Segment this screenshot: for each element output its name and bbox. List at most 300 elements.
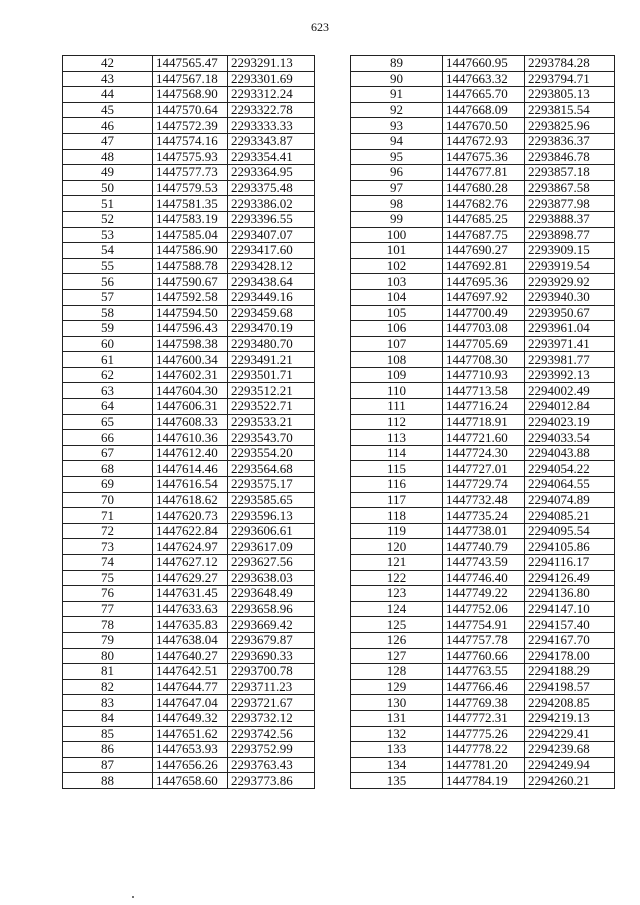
y-coordinate-cell: 2293428.12 — [228, 258, 315, 274]
table-row — [351, 352, 615, 368]
x-coordinate-cell: 1447622.84 — [153, 523, 228, 539]
x-coordinate-cell: 1447749.22 — [443, 586, 525, 602]
table-row — [351, 180, 615, 196]
table-row — [63, 617, 315, 633]
table-row — [351, 461, 615, 477]
x-coordinate-cell: 1447656.26 — [153, 757, 228, 773]
point-number-cell: 68 — [63, 461, 153, 477]
point-number-cell: 84 — [63, 710, 153, 726]
point-number-cell: 46 — [63, 118, 153, 134]
table-row — [63, 695, 315, 711]
table-row — [351, 149, 615, 165]
y-coordinate-cell: 2293929.92 — [525, 274, 615, 290]
point-number-cell: 60 — [63, 336, 153, 352]
point-number-cell: 80 — [63, 648, 153, 664]
point-number-cell: 116 — [351, 477, 443, 493]
y-coordinate-cell: 2293375.48 — [228, 180, 315, 196]
point-number-cell: 111 — [351, 399, 443, 415]
table-row — [351, 321, 615, 337]
y-coordinate-cell: 2294033.54 — [525, 430, 615, 446]
y-coordinate-cell: 2293491.21 — [228, 352, 315, 368]
y-coordinate-cell: 2293364.95 — [228, 165, 315, 181]
y-coordinate-cell: 2294002.49 — [525, 383, 615, 399]
point-number-cell: 69 — [63, 477, 153, 493]
y-coordinate-cell: 2293575.17 — [228, 477, 315, 493]
x-coordinate-cell: 1447677.81 — [443, 165, 525, 181]
x-coordinate-cell: 1447638.04 — [153, 632, 228, 648]
y-coordinate-cell: 2293301.69 — [228, 71, 315, 87]
x-coordinate-cell: 1447703.08 — [443, 321, 525, 337]
y-coordinate-cell: 2293543.70 — [228, 430, 315, 446]
table-row — [63, 539, 315, 555]
point-number-cell: 100 — [351, 227, 443, 243]
table-row — [63, 570, 315, 586]
table-row — [63, 461, 315, 477]
y-coordinate-cell: 2293449.16 — [228, 289, 315, 305]
point-number-cell: 81 — [63, 664, 153, 680]
table-row — [351, 133, 615, 149]
y-coordinate-cell: 2293763.43 — [228, 757, 315, 773]
point-number-cell: 92 — [351, 102, 443, 118]
table-row — [63, 414, 315, 430]
table-row — [63, 710, 315, 726]
point-number-cell: 91 — [351, 87, 443, 103]
x-coordinate-cell: 1447608.33 — [153, 414, 228, 430]
y-coordinate-cell: 2293638.03 — [228, 570, 315, 586]
point-number-cell: 127 — [351, 648, 443, 664]
x-coordinate-cell: 1447586.90 — [153, 243, 228, 259]
x-coordinate-cell: 1447585.04 — [153, 227, 228, 243]
point-number-cell: 131 — [351, 710, 443, 726]
y-coordinate-cell: 2293700.78 — [228, 664, 315, 680]
y-coordinate-cell: 2294054.22 — [525, 461, 615, 477]
table-row — [351, 508, 615, 524]
x-coordinate-cell: 1447581.35 — [153, 196, 228, 212]
x-coordinate-cell: 1447624.97 — [153, 539, 228, 555]
y-coordinate-cell: 2293480.70 — [228, 336, 315, 352]
x-coordinate-cell: 1447675.36 — [443, 149, 525, 165]
point-number-cell: 134 — [351, 757, 443, 773]
table-row — [351, 757, 615, 773]
table-row — [351, 570, 615, 586]
y-coordinate-cell: 2293658.96 — [228, 601, 315, 617]
point-number-cell: 123 — [351, 586, 443, 602]
point-number-cell: 50 — [63, 180, 153, 196]
table-row — [351, 71, 615, 87]
point-number-cell: 66 — [63, 430, 153, 446]
y-coordinate-cell: 2293909.15 — [525, 243, 615, 259]
x-coordinate-cell: 1447631.45 — [153, 586, 228, 602]
y-coordinate-cell: 2293459.68 — [228, 305, 315, 321]
point-number-cell: 106 — [351, 321, 443, 337]
x-coordinate-cell: 1447616.54 — [153, 477, 228, 493]
y-coordinate-cell: 2294012.84 — [525, 399, 615, 415]
x-coordinate-cell: 1447604.30 — [153, 383, 228, 399]
table-row — [351, 539, 615, 555]
table-row — [63, 508, 315, 524]
x-coordinate-cell: 1447575.93 — [153, 149, 228, 165]
table-row — [63, 56, 315, 72]
x-coordinate-cell: 1447600.34 — [153, 352, 228, 368]
x-coordinate-cell: 1447724.30 — [443, 445, 525, 461]
point-number-cell: 42 — [63, 56, 153, 72]
x-coordinate-cell: 1447697.92 — [443, 289, 525, 305]
table-row — [351, 477, 615, 493]
point-number-cell: 47 — [63, 133, 153, 149]
point-number-cell: 88 — [63, 773, 153, 789]
x-coordinate-cell: 1447772.31 — [443, 710, 525, 726]
x-coordinate-cell: 1447708.30 — [443, 352, 525, 368]
x-coordinate-cell: 1447579.53 — [153, 180, 228, 196]
x-coordinate-cell: 1447729.74 — [443, 477, 525, 493]
y-coordinate-cell: 2294239.68 — [525, 742, 615, 758]
y-coordinate-cell: 2293961.04 — [525, 321, 615, 337]
x-coordinate-cell: 1447718.91 — [443, 414, 525, 430]
y-coordinate-cell: 2293617.09 — [228, 539, 315, 555]
coordinates-table-left — [62, 55, 315, 789]
point-number-cell: 59 — [63, 321, 153, 337]
x-coordinate-cell: 1447760.66 — [443, 648, 525, 664]
y-coordinate-cell: 2293322.78 — [228, 102, 315, 118]
y-coordinate-cell: 2294064.55 — [525, 477, 615, 493]
x-coordinate-cell: 1447629.27 — [153, 570, 228, 586]
point-number-cell: 73 — [63, 539, 153, 555]
table-row — [351, 243, 615, 259]
point-number-cell: 90 — [351, 71, 443, 87]
table-row — [63, 445, 315, 461]
x-coordinate-cell: 1447690.27 — [443, 243, 525, 259]
x-coordinate-cell: 1447705.69 — [443, 336, 525, 352]
x-coordinate-cell: 1447670.50 — [443, 118, 525, 134]
table-row — [351, 196, 615, 212]
x-coordinate-cell: 1447570.64 — [153, 102, 228, 118]
point-number-cell: 82 — [63, 679, 153, 695]
x-coordinate-cell: 1447778.22 — [443, 742, 525, 758]
y-coordinate-cell: 2293354.41 — [228, 149, 315, 165]
x-coordinate-cell: 1447568.90 — [153, 87, 228, 103]
y-coordinate-cell: 2294126.49 — [525, 570, 615, 586]
x-coordinate-cell: 1447732.48 — [443, 492, 525, 508]
table-row — [63, 648, 315, 664]
table-row — [351, 586, 615, 602]
table-row — [63, 149, 315, 165]
table-row — [63, 367, 315, 383]
y-coordinate-cell: 2293940.30 — [525, 289, 615, 305]
point-number-cell: 126 — [351, 632, 443, 648]
point-number-cell: 94 — [351, 133, 443, 149]
table-row — [63, 477, 315, 493]
x-coordinate-cell: 1447644.77 — [153, 679, 228, 695]
point-number-cell: 98 — [351, 196, 443, 212]
table-row — [63, 523, 315, 539]
table-row — [351, 710, 615, 726]
y-coordinate-cell: 2293585.65 — [228, 492, 315, 508]
x-coordinate-cell: 1447682.76 — [443, 196, 525, 212]
table-row — [351, 617, 615, 633]
y-coordinate-cell: 2293564.68 — [228, 461, 315, 477]
table-row — [63, 258, 315, 274]
y-coordinate-cell: 2293417.60 — [228, 243, 315, 259]
y-coordinate-cell: 2293470.19 — [228, 321, 315, 337]
table-row — [351, 399, 615, 415]
table-row — [63, 492, 315, 508]
table-row — [63, 227, 315, 243]
y-coordinate-cell: 2294229.41 — [525, 726, 615, 742]
point-number-cell: 109 — [351, 367, 443, 383]
table-row — [63, 196, 315, 212]
point-number-cell: 113 — [351, 430, 443, 446]
y-coordinate-cell: 2293742.56 — [228, 726, 315, 742]
x-coordinate-cell: 1447658.60 — [153, 773, 228, 789]
table-row — [351, 102, 615, 118]
table-row — [63, 679, 315, 695]
y-coordinate-cell: 2293919.54 — [525, 258, 615, 274]
y-coordinate-cell: 2293554.20 — [228, 445, 315, 461]
table-row — [351, 414, 615, 430]
table-row — [351, 742, 615, 758]
y-coordinate-cell: 2294260.21 — [525, 773, 615, 789]
point-number-cell: 55 — [63, 258, 153, 274]
table-row — [63, 133, 315, 149]
point-number-cell: 72 — [63, 523, 153, 539]
table-row — [63, 383, 315, 399]
x-coordinate-cell: 1447781.20 — [443, 757, 525, 773]
y-coordinate-cell: 2294249.94 — [525, 757, 615, 773]
table-row — [351, 523, 615, 539]
table-row — [351, 632, 615, 648]
y-coordinate-cell: 2294198.57 — [525, 679, 615, 695]
y-coordinate-cell: 2293312.24 — [228, 87, 315, 103]
table-row — [351, 555, 615, 571]
table-row — [351, 492, 615, 508]
x-coordinate-cell: 1447727.01 — [443, 461, 525, 477]
y-coordinate-cell: 2293648.49 — [228, 586, 315, 602]
table-row — [63, 352, 315, 368]
y-coordinate-cell: 2293291.13 — [228, 56, 315, 72]
x-coordinate-cell: 1447635.83 — [153, 617, 228, 633]
point-number-cell: 64 — [63, 399, 153, 415]
y-coordinate-cell: 2293501.71 — [228, 367, 315, 383]
table-row — [351, 56, 615, 72]
x-coordinate-cell: 1447651.62 — [153, 726, 228, 742]
x-coordinate-cell: 1447567.18 — [153, 71, 228, 87]
point-number-cell: 67 — [63, 445, 153, 461]
x-coordinate-cell: 1447602.31 — [153, 367, 228, 383]
table-row — [63, 289, 315, 305]
y-coordinate-cell: 2294116.17 — [525, 555, 615, 571]
x-coordinate-cell: 1447565.47 — [153, 56, 228, 72]
point-number-cell: 96 — [351, 165, 443, 181]
point-number-cell: 49 — [63, 165, 153, 181]
x-coordinate-cell: 1447740.79 — [443, 539, 525, 555]
y-coordinate-cell: 2293773.86 — [228, 773, 315, 789]
y-coordinate-cell: 2294188.29 — [525, 664, 615, 680]
y-coordinate-cell: 2293888.37 — [525, 211, 615, 227]
x-coordinate-cell: 1447663.32 — [443, 71, 525, 87]
point-number-cell: 102 — [351, 258, 443, 274]
y-coordinate-cell: 2293732.12 — [228, 710, 315, 726]
point-number-cell: 130 — [351, 695, 443, 711]
x-coordinate-cell: 1447738.01 — [443, 523, 525, 539]
y-coordinate-cell: 2293981.77 — [525, 352, 615, 368]
y-coordinate-cell: 2293711.23 — [228, 679, 315, 695]
x-coordinate-cell: 1447710.93 — [443, 367, 525, 383]
table-row — [351, 601, 615, 617]
x-coordinate-cell: 1447577.73 — [153, 165, 228, 181]
x-coordinate-cell: 1447700.49 — [443, 305, 525, 321]
y-coordinate-cell: 2293857.18 — [525, 165, 615, 181]
x-coordinate-cell: 1447572.39 — [153, 118, 228, 134]
point-number-cell: 76 — [63, 586, 153, 602]
x-coordinate-cell: 1447672.93 — [443, 133, 525, 149]
y-coordinate-cell: 2293752.99 — [228, 742, 315, 758]
x-coordinate-cell: 1447612.40 — [153, 445, 228, 461]
x-coordinate-cell: 1447592.58 — [153, 289, 228, 305]
point-number-cell: 87 — [63, 757, 153, 773]
x-coordinate-cell: 1447735.24 — [443, 508, 525, 524]
table-row — [63, 71, 315, 87]
table-row — [63, 632, 315, 648]
x-coordinate-cell: 1447598.38 — [153, 336, 228, 352]
x-coordinate-cell: 1447633.63 — [153, 601, 228, 617]
point-number-cell: 52 — [63, 211, 153, 227]
point-number-cell: 107 — [351, 336, 443, 352]
table-row — [351, 695, 615, 711]
table-row — [63, 274, 315, 290]
x-coordinate-cell: 1447680.28 — [443, 180, 525, 196]
y-coordinate-cell: 2293343.87 — [228, 133, 315, 149]
table-row — [63, 87, 315, 103]
point-number-cell: 54 — [63, 243, 153, 259]
scan-speck — [132, 896, 134, 898]
x-coordinate-cell: 1447640.27 — [153, 648, 228, 664]
point-number-cell: 97 — [351, 180, 443, 196]
table-row — [351, 305, 615, 321]
x-coordinate-cell: 1447618.62 — [153, 492, 228, 508]
x-coordinate-cell: 1447653.93 — [153, 742, 228, 758]
x-coordinate-cell: 1447743.59 — [443, 555, 525, 571]
y-coordinate-cell: 2293396.55 — [228, 211, 315, 227]
x-coordinate-cell: 1447614.46 — [153, 461, 228, 477]
point-number-cell: 129 — [351, 679, 443, 695]
x-coordinate-cell: 1447685.25 — [443, 211, 525, 227]
table-row — [63, 586, 315, 602]
x-coordinate-cell: 1447574.16 — [153, 133, 228, 149]
point-number-cell: 89 — [351, 56, 443, 72]
point-number-cell: 95 — [351, 149, 443, 165]
x-coordinate-cell: 1447642.51 — [153, 664, 228, 680]
point-number-cell: 93 — [351, 118, 443, 134]
x-coordinate-cell: 1447784.19 — [443, 773, 525, 789]
point-number-cell: 105 — [351, 305, 443, 321]
point-number-cell: 51 — [63, 196, 153, 212]
y-coordinate-cell: 2293533.21 — [228, 414, 315, 430]
point-number-cell: 74 — [63, 555, 153, 571]
point-number-cell: 135 — [351, 773, 443, 789]
x-coordinate-cell: 1447620.73 — [153, 508, 228, 524]
x-coordinate-cell: 1447713.58 — [443, 383, 525, 399]
point-number-cell: 75 — [63, 570, 153, 586]
table-row — [63, 243, 315, 259]
point-number-cell: 63 — [63, 383, 153, 399]
point-number-cell: 65 — [63, 414, 153, 430]
x-coordinate-cell: 1447695.36 — [443, 274, 525, 290]
point-number-cell: 112 — [351, 414, 443, 430]
point-number-cell: 118 — [351, 508, 443, 524]
x-coordinate-cell: 1447660.95 — [443, 56, 525, 72]
y-coordinate-cell: 2293386.02 — [228, 196, 315, 212]
table-row — [63, 773, 315, 789]
point-number-cell: 53 — [63, 227, 153, 243]
table-row — [63, 165, 315, 181]
y-coordinate-cell: 2293846.78 — [525, 149, 615, 165]
y-coordinate-cell: 2293898.77 — [525, 227, 615, 243]
y-coordinate-cell: 2294105.86 — [525, 539, 615, 555]
x-coordinate-cell: 1447687.75 — [443, 227, 525, 243]
table-row — [351, 118, 615, 134]
table-row — [63, 180, 315, 196]
y-coordinate-cell: 2293438.64 — [228, 274, 315, 290]
table-row — [63, 336, 315, 352]
point-number-cell: 56 — [63, 274, 153, 290]
x-coordinate-cell: 1447647.04 — [153, 695, 228, 711]
x-coordinate-cell: 1447752.06 — [443, 601, 525, 617]
y-coordinate-cell: 2293333.33 — [228, 118, 315, 134]
y-coordinate-cell: 2294136.80 — [525, 586, 615, 602]
table-row — [351, 726, 615, 742]
table-row — [63, 555, 315, 571]
point-number-cell: 61 — [63, 352, 153, 368]
table-row — [63, 305, 315, 321]
table-row — [351, 679, 615, 695]
x-coordinate-cell: 1447721.60 — [443, 430, 525, 446]
y-coordinate-cell: 2294178.00 — [525, 648, 615, 664]
point-number-cell: 128 — [351, 664, 443, 680]
table-row — [63, 118, 315, 134]
point-number-cell: 70 — [63, 492, 153, 508]
y-coordinate-cell: 2293690.33 — [228, 648, 315, 664]
table-row — [63, 757, 315, 773]
table-row — [63, 601, 315, 617]
table-row — [63, 430, 315, 446]
y-coordinate-cell: 2293407.07 — [228, 227, 315, 243]
x-coordinate-cell: 1447596.43 — [153, 321, 228, 337]
point-number-cell: 62 — [63, 367, 153, 383]
point-number-cell: 114 — [351, 445, 443, 461]
point-number-cell: 78 — [63, 617, 153, 633]
table-row — [351, 258, 615, 274]
point-number-cell: 58 — [63, 305, 153, 321]
table-row — [351, 227, 615, 243]
y-coordinate-cell: 2294085.21 — [525, 508, 615, 524]
point-number-cell: 122 — [351, 570, 443, 586]
x-coordinate-cell: 1447588.78 — [153, 258, 228, 274]
point-number-cell: 83 — [63, 695, 153, 711]
point-number-cell: 115 — [351, 461, 443, 477]
y-coordinate-cell: 2294147.10 — [525, 601, 615, 617]
table-row — [351, 664, 615, 680]
x-coordinate-cell: 1447606.31 — [153, 399, 228, 415]
y-coordinate-cell: 2293627.56 — [228, 555, 315, 571]
y-coordinate-cell: 2293522.71 — [228, 399, 315, 415]
point-number-cell: 45 — [63, 102, 153, 118]
y-coordinate-cell: 2293784.28 — [525, 56, 615, 72]
y-coordinate-cell: 2293992.13 — [525, 367, 615, 383]
x-coordinate-cell: 1447757.78 — [443, 632, 525, 648]
table-row — [63, 664, 315, 680]
point-number-cell: 85 — [63, 726, 153, 742]
point-number-cell: 132 — [351, 726, 443, 742]
